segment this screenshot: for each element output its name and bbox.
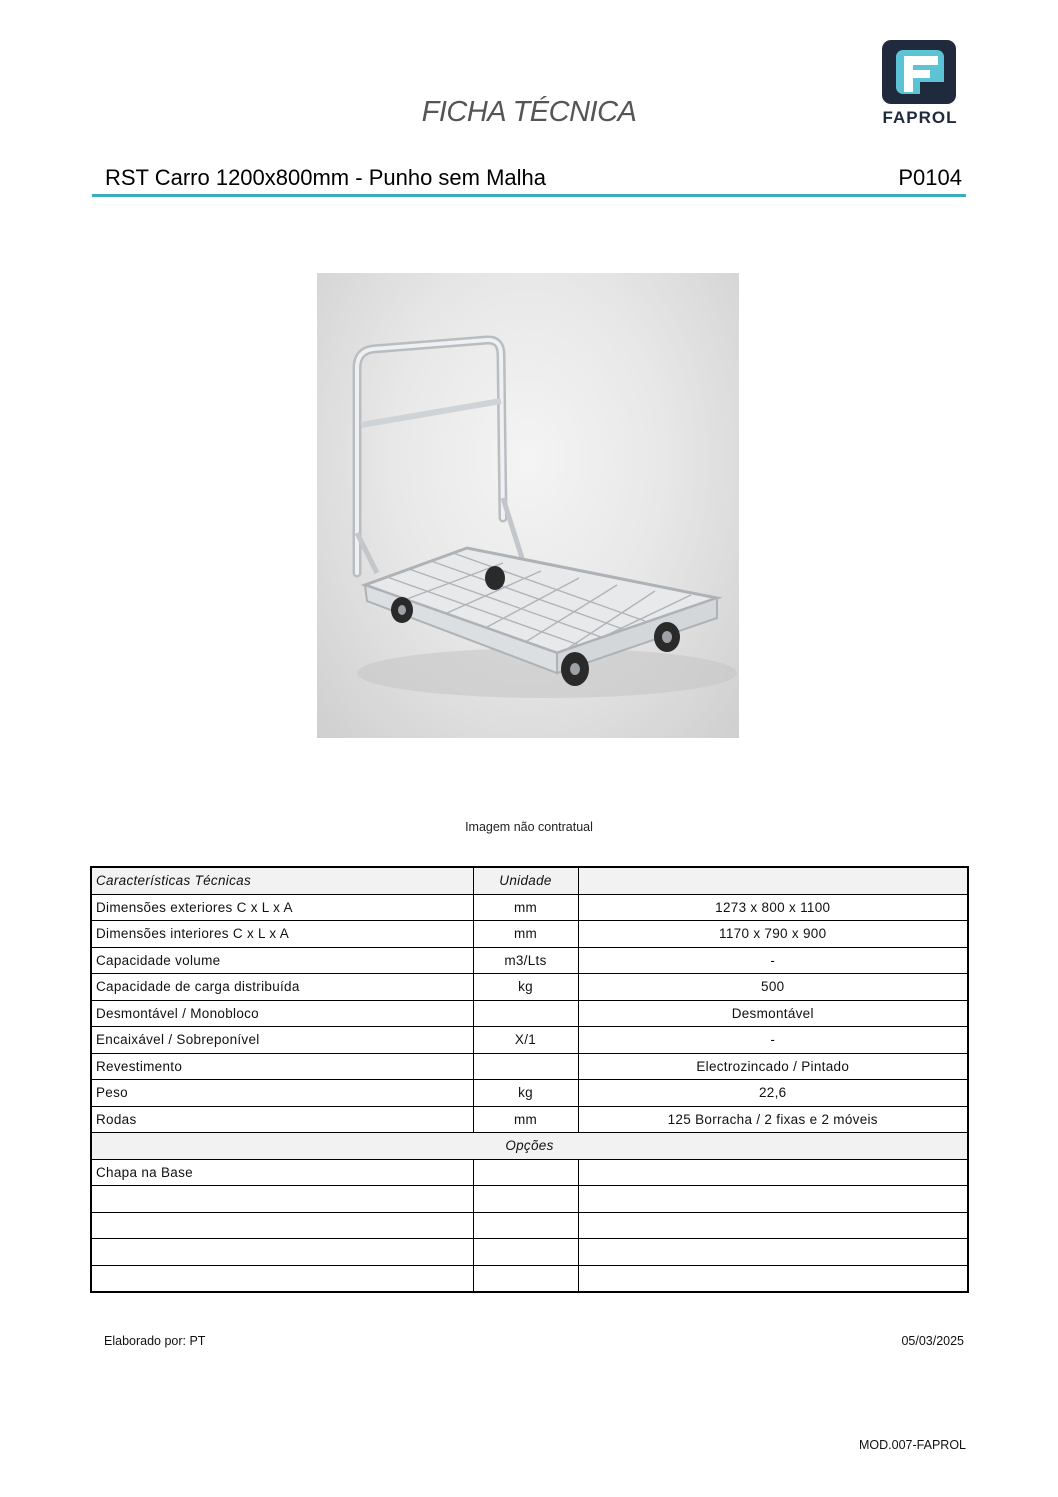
option-row [91,1265,968,1292]
logo-mark-icon [870,38,970,108]
table-row [91,921,968,948]
header-characteristics: Características Técnicas [91,867,473,894]
header-value [578,867,968,894]
specs-table [90,866,969,1293]
spec-label: Encaixável / Sobreponível [91,1027,473,1054]
spec-unit: X/1 [473,1027,578,1054]
spec-label: Capacidade de carga distribuída [91,974,473,1001]
spec-value: 22,6 [578,1080,968,1107]
product-image [317,273,739,738]
spec-unit: mm [473,1106,578,1133]
option-value [578,1265,968,1292]
spec-value: Desmontável [578,1000,968,1027]
spec-label: Capacidade volume [91,947,473,974]
spec-unit: m3/Lts [473,947,578,974]
spec-label: Desmontável / Monobloco [91,1000,473,1027]
option-row [91,1212,968,1239]
spec-value: 125 Borracha / 2 fixas e 2 móveis [578,1106,968,1133]
option-value [578,1212,968,1239]
table-row [91,1080,968,1107]
document-date: 05/03/2025 [901,1334,964,1348]
spec-label: Peso [91,1080,473,1107]
spec-label: Rodas [91,1106,473,1133]
spec-unit [473,1053,578,1080]
option-unit [473,1212,578,1239]
logo-wordmark: FAPROL [882,108,958,127]
spec-unit: kg [473,1080,578,1107]
option-unit [473,1159,578,1186]
cart-illustration [317,273,739,738]
spec-value: 1170 x 790 x 900 [578,921,968,948]
spec-unit: kg [473,974,578,1001]
title-divider [92,194,966,197]
options-header: Opções [91,1133,968,1160]
table-row [91,974,968,1001]
option-value [578,1159,968,1186]
spec-label: Dimensões interiores C x L x A [91,921,473,948]
table-row [91,894,968,921]
table-row [91,1027,968,1054]
option-value [578,1239,968,1266]
spec-value: - [578,1027,968,1054]
spec-label: Dimensões exteriores C x L x A [91,894,473,921]
spec-value: Electrozincado / Pintado [578,1053,968,1080]
option-row [91,1159,968,1186]
specs-header-row [91,867,968,894]
table-row [91,1000,968,1027]
table-row [91,947,968,974]
option-unit [473,1265,578,1292]
header-unit: Unidade [473,867,578,894]
spec-unit: mm [473,921,578,948]
option-label [91,1239,473,1266]
spec-value: 1273 x 800 x 1100 [578,894,968,921]
product-name: RST Carro 1200x800mm - Punho sem Malha [105,165,547,190]
prepared-by: Elaborado por: PT [104,1334,206,1348]
spec-value: - [578,947,968,974]
option-unit [473,1239,578,1266]
option-label [91,1265,473,1292]
option-value [578,1186,968,1213]
image-caption: Imagem não contratual [465,820,593,834]
spec-label: Revestimento [91,1053,473,1080]
table-row [91,1106,968,1133]
form-code: MOD.007-FAPROL [859,1438,966,1452]
page-title: FICHA TÉCNICA [421,96,637,128]
faprol-logo [870,38,970,130]
option-label [91,1186,473,1213]
options-header-row [91,1133,968,1160]
spec-unit [473,1000,578,1027]
option-label: Chapa na Base [91,1159,473,1186]
spec-value: 500 [578,974,968,1001]
option-row [91,1186,968,1213]
option-unit [473,1186,578,1213]
table-row [91,1053,968,1080]
product-code: P0104 [898,165,962,190]
spec-unit: mm [473,894,578,921]
option-row [91,1239,968,1266]
option-label [91,1212,473,1239]
